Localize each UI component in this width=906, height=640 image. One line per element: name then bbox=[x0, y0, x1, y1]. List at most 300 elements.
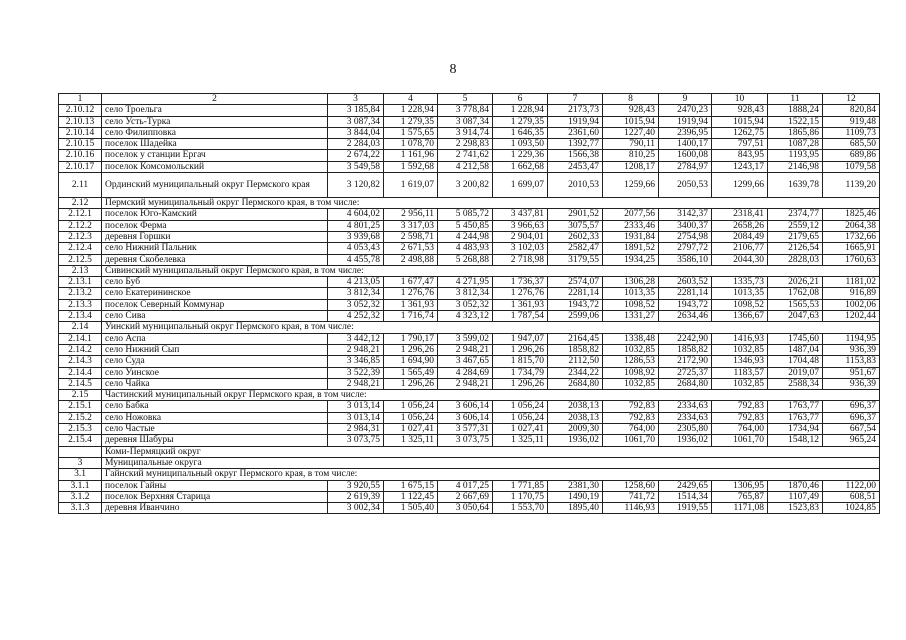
settlement-name-cell: поселок Северный Коммунар bbox=[102, 299, 328, 310]
value-cell: 2010,53 bbox=[548, 173, 603, 198]
table-header-row bbox=[59, 94, 880, 105]
value-cell: 3 939,68 bbox=[328, 231, 384, 242]
value-cell: 2634,46 bbox=[659, 311, 712, 322]
value-cell: 3 002,34 bbox=[328, 503, 384, 514]
value-cell: 2725,37 bbox=[659, 367, 712, 378]
value-cell: 2 667,69 bbox=[438, 491, 493, 502]
value-cell: 1258,60 bbox=[603, 480, 659, 491]
value-cell: 3 102,03 bbox=[493, 243, 548, 254]
value-cell: 1338,48 bbox=[603, 333, 659, 344]
value-cell: 2026,21 bbox=[768, 277, 823, 288]
value-cell: 1 575,65 bbox=[384, 127, 438, 138]
value-cell: 3 052,32 bbox=[438, 299, 493, 310]
value-cell: 3 073,75 bbox=[438, 435, 493, 446]
value-cell: 3 914,74 bbox=[438, 127, 493, 138]
value-cell: 2038,13 bbox=[548, 401, 603, 412]
value-cell: 1 056,24 bbox=[493, 401, 548, 412]
table-row bbox=[59, 173, 880, 198]
value-cell: 2 718,98 bbox=[493, 254, 548, 265]
value-cell: 2038,13 bbox=[548, 412, 603, 423]
settlement-name-cell: деревня Шабуры bbox=[102, 435, 328, 446]
value-cell: 1087,28 bbox=[768, 139, 823, 150]
value-cell: 1015,94 bbox=[603, 116, 659, 127]
value-cell: 1024,85 bbox=[823, 503, 880, 514]
value-cell: 1 505,40 bbox=[384, 503, 438, 514]
value-cell: 1 276,76 bbox=[493, 288, 548, 299]
value-cell: 2429,65 bbox=[659, 480, 712, 491]
value-cell: 1032,85 bbox=[603, 378, 659, 389]
value-cell: 1107,49 bbox=[768, 491, 823, 502]
settlement-name-cell: село Нижний Сып bbox=[102, 344, 328, 355]
value-cell: 1061,70 bbox=[603, 435, 659, 446]
row-number-cell: 2.13.4 bbox=[59, 311, 102, 322]
value-cell: 1032,85 bbox=[712, 378, 768, 389]
value-cell: 1936,02 bbox=[548, 435, 603, 446]
settlement-name-cell: деревня Горшки bbox=[102, 231, 328, 242]
value-cell: 1 228,94 bbox=[384, 105, 438, 116]
value-cell: 4 801,25 bbox=[328, 220, 384, 231]
table-row bbox=[59, 344, 880, 355]
row-number-cell: 2.13 bbox=[59, 265, 102, 276]
value-cell: 1745,60 bbox=[768, 333, 823, 344]
value-cell: 1183,57 bbox=[712, 367, 768, 378]
value-cell: 2381,30 bbox=[548, 480, 603, 491]
row-number-cell: 2.14.4 bbox=[59, 367, 102, 378]
value-cell: 2574,07 bbox=[548, 277, 603, 288]
value-cell: 2602,33 bbox=[548, 231, 603, 242]
value-cell: 2470,23 bbox=[659, 105, 712, 116]
column-header: 3 bbox=[328, 94, 384, 105]
value-cell: 1299,66 bbox=[712, 173, 768, 198]
row-number-cell: 2.12.3 bbox=[59, 231, 102, 242]
value-cell: 820,84 bbox=[823, 105, 880, 116]
value-cell: 1 325,11 bbox=[493, 435, 548, 446]
value-cell: 2684,80 bbox=[548, 378, 603, 389]
settlement-name-cell: село Екатерининское bbox=[102, 288, 328, 299]
value-cell: 1 790,17 bbox=[384, 333, 438, 344]
value-cell: 936,39 bbox=[823, 378, 880, 389]
value-cell: 1865,86 bbox=[768, 127, 823, 138]
value-cell: 1514,34 bbox=[659, 491, 712, 502]
value-cell: 1760,63 bbox=[823, 254, 880, 265]
value-cell: 1181,02 bbox=[823, 277, 880, 288]
value-cell: 3 599,02 bbox=[438, 333, 493, 344]
value-cell: 696,37 bbox=[823, 401, 880, 412]
row-number-cell: 3 bbox=[59, 457, 102, 468]
value-cell: 2754,98 bbox=[659, 231, 712, 242]
value-cell: 3 812,34 bbox=[438, 288, 493, 299]
section-row bbox=[59, 469, 880, 480]
value-cell: 1139,20 bbox=[823, 173, 880, 198]
table-row bbox=[59, 367, 880, 378]
value-cell: 2334,63 bbox=[659, 412, 712, 423]
value-cell: 1335,73 bbox=[712, 277, 768, 288]
table-row bbox=[59, 288, 880, 299]
value-cell: 1 296,26 bbox=[493, 344, 548, 355]
settlement-name-cell: село Бабка bbox=[102, 401, 328, 412]
value-cell: 2784,97 bbox=[659, 161, 712, 172]
table-row bbox=[59, 356, 880, 367]
row-number-cell bbox=[59, 446, 102, 457]
value-cell: 741,72 bbox=[603, 491, 659, 502]
value-cell: 2453,47 bbox=[548, 161, 603, 172]
value-cell: 3 013,14 bbox=[328, 412, 384, 423]
value-cell: 4 483,93 bbox=[438, 243, 493, 254]
value-cell: 3 073,75 bbox=[328, 435, 384, 446]
value-cell: 1243,17 bbox=[712, 161, 768, 172]
value-cell: 1 662,68 bbox=[493, 161, 548, 172]
value-cell: 1 276,76 bbox=[384, 288, 438, 299]
settlement-name-cell: село Суда bbox=[102, 356, 328, 367]
settlement-name-cell: деревня Скобелевка bbox=[102, 254, 328, 265]
value-cell: 1 296,26 bbox=[493, 378, 548, 389]
value-cell: 843,95 bbox=[712, 150, 768, 161]
settlement-name-cell: село Сива bbox=[102, 311, 328, 322]
row-number-cell: 3.1 bbox=[59, 469, 102, 480]
value-cell: 2179,65 bbox=[768, 231, 823, 242]
settlement-name-cell: поселок Ферма bbox=[102, 220, 328, 231]
row-number-cell: 2.10.15 bbox=[59, 139, 102, 150]
value-cell: 3 606,14 bbox=[438, 401, 493, 412]
value-cell: 1331,27 bbox=[603, 311, 659, 322]
value-cell: 1 699,07 bbox=[493, 173, 548, 198]
column-header: 4 bbox=[384, 94, 438, 105]
value-cell: 2334,63 bbox=[659, 401, 712, 412]
table-row bbox=[59, 220, 880, 231]
value-cell: 1 296,26 bbox=[384, 344, 438, 355]
settlement-name-cell: деревня Иванчино bbox=[102, 503, 328, 514]
value-cell: 3 522,39 bbox=[328, 367, 384, 378]
value-cell: 3 317,03 bbox=[384, 220, 438, 231]
value-cell: 1416,93 bbox=[712, 333, 768, 344]
value-cell: 696,37 bbox=[823, 412, 880, 423]
value-cell: 5 450,85 bbox=[438, 220, 493, 231]
value-cell: 1858,82 bbox=[659, 344, 712, 355]
value-cell: 792,83 bbox=[712, 412, 768, 423]
value-cell: 3 185,84 bbox=[328, 105, 384, 116]
column-header: 6 bbox=[493, 94, 548, 105]
value-cell: 936,39 bbox=[823, 344, 880, 355]
column-header: 10 bbox=[712, 94, 768, 105]
value-cell: 3 844,04 bbox=[328, 127, 384, 138]
value-cell: 1 565,49 bbox=[384, 367, 438, 378]
value-cell: 2146,98 bbox=[768, 161, 823, 172]
row-number-cell: 2.12.4 bbox=[59, 243, 102, 254]
value-cell: 2396,95 bbox=[659, 127, 712, 138]
value-cell: 2019,07 bbox=[768, 367, 823, 378]
table-row bbox=[59, 435, 880, 446]
value-cell: 1891,52 bbox=[603, 243, 659, 254]
tariff-table bbox=[58, 93, 880, 514]
table-row bbox=[59, 311, 880, 322]
value-cell: 1366,67 bbox=[712, 311, 768, 322]
section-row bbox=[59, 198, 880, 209]
value-cell: 1943,72 bbox=[548, 299, 603, 310]
value-cell: 1934,25 bbox=[603, 254, 659, 265]
table-row bbox=[59, 243, 880, 254]
value-cell: 2 984,31 bbox=[328, 424, 384, 435]
settlement-name-cell: село Аспа bbox=[102, 333, 328, 344]
row-number-cell: 2.12.1 bbox=[59, 209, 102, 220]
value-cell: 1 170,75 bbox=[493, 491, 548, 502]
row-number-cell: 2.14.2 bbox=[59, 344, 102, 355]
section-title-cell: Сивинский муниципальный округ Пермского края, в том числе: bbox=[102, 265, 880, 276]
value-cell: 608,51 bbox=[823, 491, 880, 502]
value-cell: 1919,94 bbox=[548, 116, 603, 127]
value-cell: 2797,72 bbox=[659, 243, 712, 254]
value-cell: 1227,40 bbox=[603, 127, 659, 138]
value-cell: 1936,02 bbox=[659, 435, 712, 446]
value-cell: 1762,08 bbox=[768, 288, 823, 299]
value-cell: 1208,17 bbox=[603, 161, 659, 172]
section-title-cell: Уинский муниципальный округ Пермского края, в том числе: bbox=[102, 322, 880, 333]
value-cell: 3400,37 bbox=[659, 220, 712, 231]
value-cell: 1032,85 bbox=[603, 344, 659, 355]
value-cell: 1 296,26 bbox=[384, 378, 438, 389]
value-cell: 1 619,07 bbox=[384, 173, 438, 198]
column-header: 8 bbox=[603, 94, 659, 105]
value-cell: 792,83 bbox=[603, 401, 659, 412]
value-cell: 765,87 bbox=[712, 491, 768, 502]
value-cell: 1919,94 bbox=[659, 116, 712, 127]
row-number-cell: 3.1.2 bbox=[59, 491, 102, 502]
value-cell: 1 553,70 bbox=[493, 503, 548, 514]
value-cell: 1 646,35 bbox=[493, 127, 548, 138]
value-cell: 2658,26 bbox=[712, 220, 768, 231]
value-cell: 2684,80 bbox=[659, 378, 712, 389]
value-cell: 2305,80 bbox=[659, 424, 712, 435]
value-cell: 764,00 bbox=[603, 424, 659, 435]
value-cell: 2281,14 bbox=[659, 288, 712, 299]
value-cell: 1734,94 bbox=[768, 424, 823, 435]
value-cell: 1013,35 bbox=[603, 288, 659, 299]
column-header: 5 bbox=[438, 94, 493, 105]
table-row bbox=[59, 401, 880, 412]
value-cell: 1286,53 bbox=[603, 356, 659, 367]
value-cell: 2603,52 bbox=[659, 277, 712, 288]
value-cell: 810,25 bbox=[603, 150, 659, 161]
value-cell: 1 325,11 bbox=[384, 435, 438, 446]
value-cell: 928,43 bbox=[712, 105, 768, 116]
value-cell: 1 592,68 bbox=[384, 161, 438, 172]
value-cell: 1943,72 bbox=[659, 299, 712, 310]
table-row bbox=[59, 116, 880, 127]
row-number-cell: 2.13.2 bbox=[59, 288, 102, 299]
value-cell: 3 920,55 bbox=[328, 480, 384, 491]
row-number-cell: 2.14.1 bbox=[59, 333, 102, 344]
table-row bbox=[59, 277, 880, 288]
value-cell: 1 161,96 bbox=[384, 150, 438, 161]
value-cell: 2 674,22 bbox=[328, 150, 384, 161]
value-cell: 2 948,21 bbox=[438, 378, 493, 389]
value-cell: 1931,84 bbox=[603, 231, 659, 242]
value-cell: 3 050,64 bbox=[438, 503, 493, 514]
value-cell: 4 244,98 bbox=[438, 231, 493, 242]
value-cell: 1 122,45 bbox=[384, 491, 438, 502]
value-cell: 3179,55 bbox=[548, 254, 603, 265]
value-cell: 2333,46 bbox=[603, 220, 659, 231]
value-cell: 1202,44 bbox=[823, 311, 880, 322]
value-cell: 2 598,71 bbox=[384, 231, 438, 242]
value-cell: 2344,22 bbox=[548, 367, 603, 378]
row-number-cell: 2.10.12 bbox=[59, 105, 102, 116]
value-cell: 790,11 bbox=[603, 139, 659, 150]
value-cell: 1 027,41 bbox=[384, 424, 438, 435]
value-cell: 965,24 bbox=[823, 435, 880, 446]
value-cell: 1 056,24 bbox=[384, 401, 438, 412]
value-cell: 1032,85 bbox=[712, 344, 768, 355]
value-cell: 1 787,54 bbox=[493, 311, 548, 322]
value-cell: 2 948,21 bbox=[328, 378, 384, 389]
value-cell: 3 778,84 bbox=[438, 105, 493, 116]
value-cell: 1895,40 bbox=[548, 503, 603, 514]
value-cell: 797,51 bbox=[712, 139, 768, 150]
settlement-name-cell: село Уинское bbox=[102, 367, 328, 378]
value-cell: 2044,30 bbox=[712, 254, 768, 265]
value-cell: 4 604,02 bbox=[328, 209, 384, 220]
value-cell: 4 323,12 bbox=[438, 311, 493, 322]
table-row bbox=[59, 503, 880, 514]
section-title-cell: Коми-Пермяцкий округ bbox=[102, 446, 880, 457]
value-cell: 4 284,69 bbox=[438, 367, 493, 378]
value-cell: 689,86 bbox=[823, 150, 880, 161]
value-cell: 1 815,70 bbox=[493, 356, 548, 367]
settlement-name-cell: поселок Шадейка bbox=[102, 139, 328, 150]
value-cell: 1109,73 bbox=[823, 127, 880, 138]
value-cell: 1763,77 bbox=[768, 412, 823, 423]
settlement-name-cell: село Троельга bbox=[102, 105, 328, 116]
value-cell: 1888,24 bbox=[768, 105, 823, 116]
value-cell: 3 606,14 bbox=[438, 412, 493, 423]
value-cell: 3 120,82 bbox=[328, 173, 384, 198]
value-cell: 1490,19 bbox=[548, 491, 603, 502]
value-cell: 1 675,15 bbox=[384, 480, 438, 491]
table-row bbox=[59, 480, 880, 491]
value-cell: 2 948,21 bbox=[438, 344, 493, 355]
value-cell: 764,00 bbox=[712, 424, 768, 435]
value-cell: 2582,47 bbox=[548, 243, 603, 254]
value-cell: 1346,93 bbox=[712, 356, 768, 367]
table-row bbox=[59, 161, 880, 172]
value-cell: 2064,38 bbox=[823, 220, 880, 231]
value-cell: 4 212,58 bbox=[438, 161, 493, 172]
value-cell: 1 771,85 bbox=[493, 480, 548, 491]
settlement-name-cell: село Чайка bbox=[102, 378, 328, 389]
value-cell: 1 734,79 bbox=[493, 367, 548, 378]
settlement-name-cell: поселок Верхняя Старица bbox=[102, 491, 328, 502]
value-cell: 1523,83 bbox=[768, 503, 823, 514]
row-number-cell: 2.15.4 bbox=[59, 435, 102, 446]
value-cell: 1 736,37 bbox=[493, 277, 548, 288]
value-cell: 2112,50 bbox=[548, 356, 603, 367]
value-cell: 5 085,72 bbox=[438, 209, 493, 220]
value-cell: 2173,73 bbox=[548, 105, 603, 116]
value-cell: 3 442,12 bbox=[328, 333, 384, 344]
row-number-cell: 3.1.3 bbox=[59, 503, 102, 514]
value-cell: 1306,28 bbox=[603, 277, 659, 288]
value-cell: 1 694,90 bbox=[384, 356, 438, 367]
value-cell: 2374,77 bbox=[768, 209, 823, 220]
value-cell: 1 279,35 bbox=[493, 116, 548, 127]
value-cell: 2050,53 bbox=[659, 173, 712, 198]
value-cell: 2106,77 bbox=[712, 243, 768, 254]
column-header: 7 bbox=[548, 94, 603, 105]
value-cell: 1870,46 bbox=[768, 480, 823, 491]
value-cell: 1146,93 bbox=[603, 503, 659, 514]
value-cell: 2559,12 bbox=[768, 220, 823, 231]
row-number-cell: 2.14.5 bbox=[59, 378, 102, 389]
value-cell: 1194,95 bbox=[823, 333, 880, 344]
value-cell: 3 200,82 bbox=[438, 173, 493, 198]
value-cell: 3075,57 bbox=[548, 220, 603, 231]
value-cell: 1565,53 bbox=[768, 299, 823, 310]
value-cell: 4 017,25 bbox=[438, 480, 493, 491]
row-number-cell: 2.11 bbox=[59, 173, 102, 198]
value-cell: 1 078,70 bbox=[384, 139, 438, 150]
column-header: 1 bbox=[59, 94, 102, 105]
value-cell: 3 437,81 bbox=[493, 209, 548, 220]
column-header: 12 bbox=[823, 94, 880, 105]
value-cell: 2164,45 bbox=[548, 333, 603, 344]
section-title-cell: Муниципальные округа bbox=[102, 457, 880, 468]
value-cell: 2009,30 bbox=[548, 424, 603, 435]
value-cell: 916,89 bbox=[823, 288, 880, 299]
row-number-cell: 2.13.1 bbox=[59, 277, 102, 288]
value-cell: 1704,48 bbox=[768, 356, 823, 367]
value-cell: 2318,41 bbox=[712, 209, 768, 220]
value-cell: 1 229,36 bbox=[493, 150, 548, 161]
value-cell: 4 213,05 bbox=[328, 277, 384, 288]
value-cell: 2126,54 bbox=[768, 243, 823, 254]
row-number-cell: 3.1.1 bbox=[59, 480, 102, 491]
value-cell: 1079,58 bbox=[823, 161, 880, 172]
value-cell: 3 013,14 bbox=[328, 401, 384, 412]
value-cell: 1400,17 bbox=[659, 139, 712, 150]
value-cell: 1262,75 bbox=[712, 127, 768, 138]
value-cell: 1566,38 bbox=[548, 150, 603, 161]
value-cell: 3 577,31 bbox=[438, 424, 493, 435]
row-number-cell: 2.15.1 bbox=[59, 401, 102, 412]
value-cell: 2 498,88 bbox=[384, 254, 438, 265]
value-cell: 1153,83 bbox=[823, 356, 880, 367]
table-row bbox=[59, 424, 880, 435]
row-number-cell: 2.10.13 bbox=[59, 116, 102, 127]
value-cell: 1487,04 bbox=[768, 344, 823, 355]
section-row bbox=[59, 265, 880, 276]
column-header: 11 bbox=[768, 94, 823, 105]
settlement-name-cell: поселок Комсомольский bbox=[102, 161, 328, 172]
column-header: 9 bbox=[659, 94, 712, 105]
row-number-cell: 2.12.2 bbox=[59, 220, 102, 231]
row-number-cell: 2.14.3 bbox=[59, 356, 102, 367]
table-row bbox=[59, 254, 880, 265]
value-cell: 1 027,41 bbox=[493, 424, 548, 435]
value-cell: 1098,52 bbox=[603, 299, 659, 310]
value-cell: 1 677,47 bbox=[384, 277, 438, 288]
value-cell: 2599,06 bbox=[548, 311, 603, 322]
value-cell: 3 812,34 bbox=[328, 288, 384, 299]
row-number-cell: 2.14 bbox=[59, 322, 102, 333]
value-cell: 1763,77 bbox=[768, 401, 823, 412]
value-cell: 1548,12 bbox=[768, 435, 823, 446]
value-cell: 685,50 bbox=[823, 139, 880, 150]
settlement-name-cell: поселок Гайны bbox=[102, 480, 328, 491]
value-cell: 1122,00 bbox=[823, 480, 880, 491]
value-cell: 1392,77 bbox=[548, 139, 603, 150]
value-cell: 3 087,34 bbox=[328, 116, 384, 127]
settlement-name-cell: село Буб bbox=[102, 277, 328, 288]
table-row bbox=[59, 491, 880, 502]
